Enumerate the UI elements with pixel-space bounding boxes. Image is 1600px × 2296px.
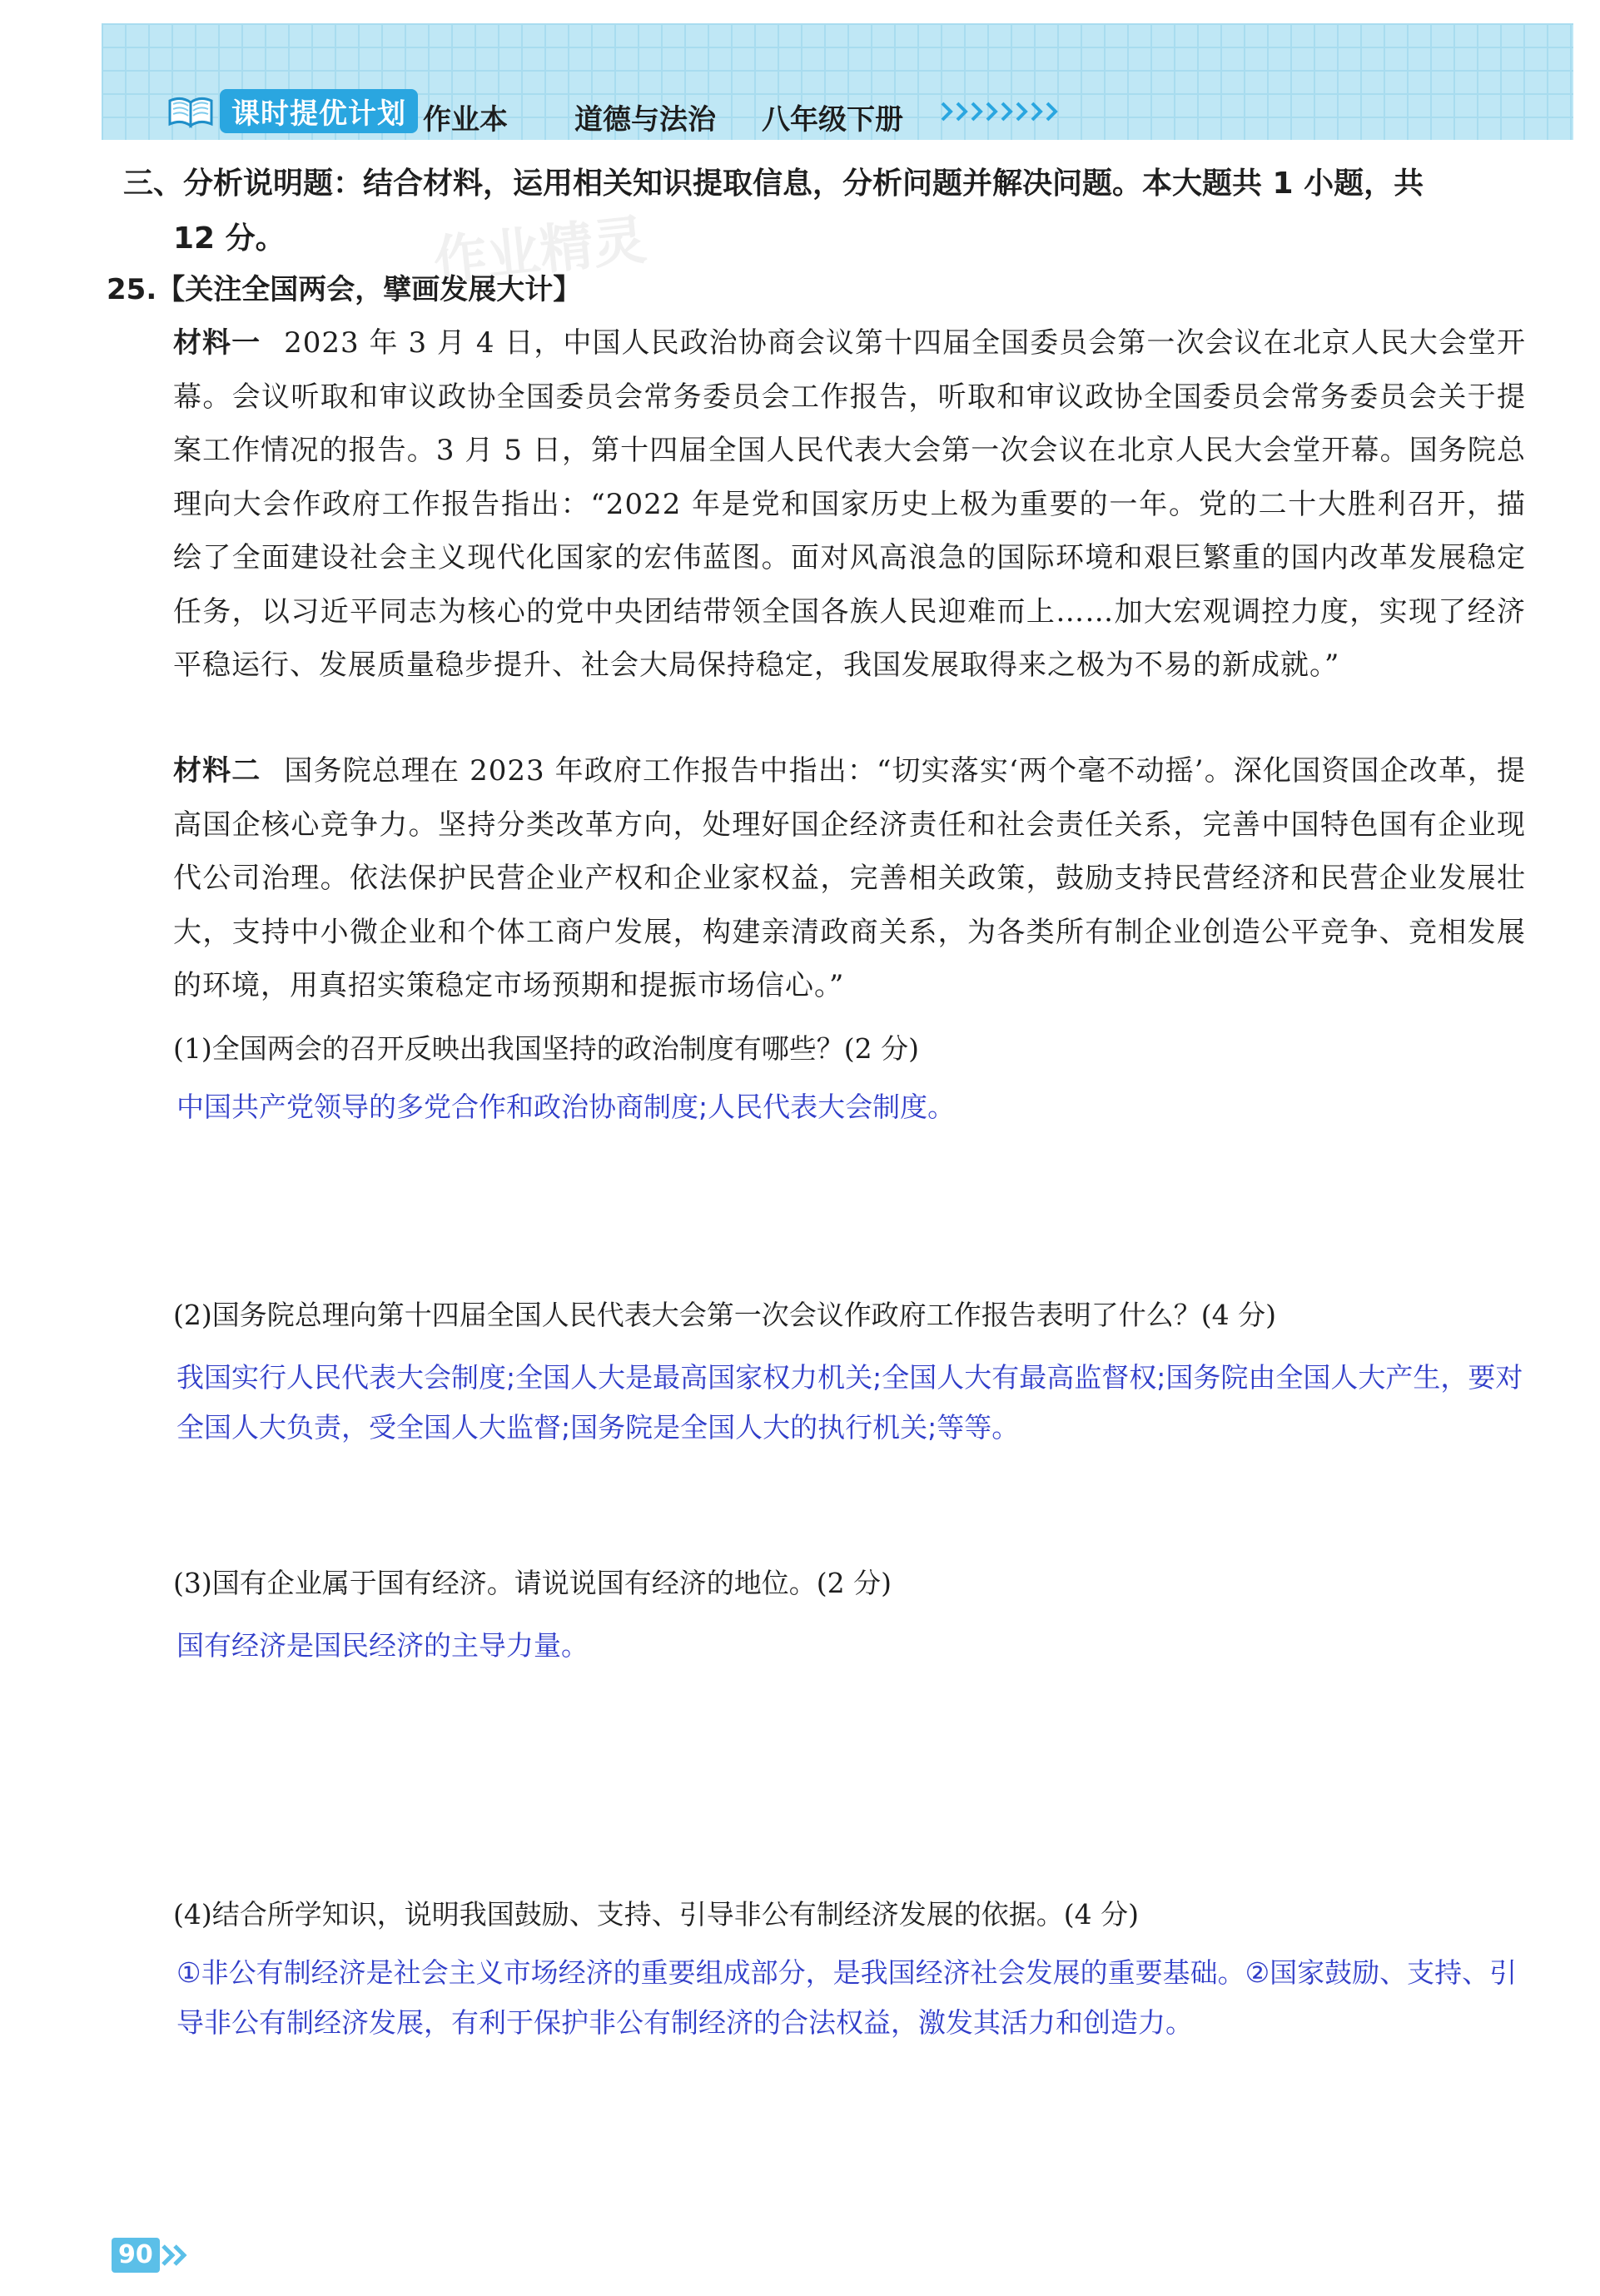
subquestion-1: (1)全国两会的召开反映出我国坚持的政治制度有哪些？(2 分) (173, 1032, 919, 1065)
brand (166, 90, 418, 132)
watermark: 作业精灵 (430, 209, 649, 294)
open-book-icon (166, 92, 215, 129)
material-two (173, 744, 1526, 1013)
answer-3: 国有经济是国民经济的主导力量。 (176, 1629, 589, 1662)
material-one-text: 2023 年 3 月 4 日，中国人民政治协商会议第十四届全国委员会第一次会议在北京人民大会堂开幕。会议听取和审议政协全国委员会常务委员会工作报告，听取和审议政协全国委员会常务委员会关于提案工作情况的报告。3 月 5 日，第十四届全国人民代表大会第一次会议在北京人民大会堂开幕。国务院总理向大会作政府工作报告指出：“2022 年是党和国家历史上极为重要的一年。党的二十大胜利召开，描绘了全面建设社会主义现代化国家的宏伟蓝图。面对风高浪急的国际环境和艰巨繁重的国内改革发展稳定任务，以习近平同志为核心的党中央团结带领全国各族人民迎难而上……加大宏观调控力度，实现了经济平稳运行、发展质量稳步提升、社会大局保持稳定，我国发展取得来之极为不易的新成就。” (173, 326, 1527, 682)
material-one (173, 316, 1526, 693)
subquestion-2: (2)国务院总理向第十四届全国人民代表大会第一次会议作政府工作报告表明了什么？(4 分) (173, 1299, 1276, 1331)
workbook-label: 作业本 (423, 103, 508, 137)
section-heading-line2: 12 分。 (173, 221, 286, 256)
question-title: 25.【关注全国两会，擘画发展大计】 (107, 273, 582, 306)
section-heading (123, 157, 1530, 266)
subject-label: 道德与法治 (574, 103, 716, 137)
material-two-label: 材料二 (173, 754, 261, 788)
header-chevrons-icon (939, 100, 1064, 123)
answer-2: 我国实行人民代表大会制度;全国人大是最高国家权力机关;全国人大有最高监督权;国务院由全国人大产生，要对全国人大负责，受全国人大监督;国务院是全国人大的执行机关;等等。 (176, 1361, 1523, 1444)
brand-title: 课时提优计划 (220, 89, 418, 133)
subquestion-4: (4)结合所学知识，说明我国鼓励、支持、引导非公有制经济发展的依据。(4 分) (173, 1898, 1139, 1931)
double-chevron-icon (160, 2243, 191, 2268)
material-two-text: 国务院总理在 2023 年政府工作报告中指出：“切实落实‘两个毫不动摇’。深化国资国企改革，提高国企核心竞争力。坚持分类改革方向，处理好国企经济责任和社会责任关系，完善中国特色国有企业现代公司治理。依法保护民营企业产权和企业家权益，完善相关政策，鼓励支持民营经济和民营企业发展壮大，支持中小微企业和个体工商户发展，构建亲清政商关系，为各类所有制企业创造公平竞争、竞相发展的环境，用真招实策稳定市场预期和提振市场信心。” (173, 754, 1526, 1002)
subquestion-3: (3)国有企业属于国有经济。请说说国有经济的地位。(2 分) (173, 1567, 892, 1599)
grade-label: 八年级下册 (762, 103, 903, 137)
section-heading-line1: 三、分析说明题：结合材料，运用相关知识提取信息，分析问题并解决问题。本大题共 1 小题，共 (123, 166, 1424, 201)
page-number-text: 90 (112, 2238, 160, 2273)
page-number (112, 2238, 191, 2273)
answer-4: ①非公有制经济是社会主义市场经济的重要组成部分，是我国经济社会发展的重要基础。②国家鼓励、支持、引导非公有制经济发展，有利于保护非公有制经济的合法权益，激发其活力和创造力。 (176, 1956, 1518, 2039)
answer-1: 中国共产党领导的多党合作和政治协商制度;人民代表大会制度。 (176, 1091, 956, 1123)
material-one-label: 材料一 (173, 326, 261, 360)
